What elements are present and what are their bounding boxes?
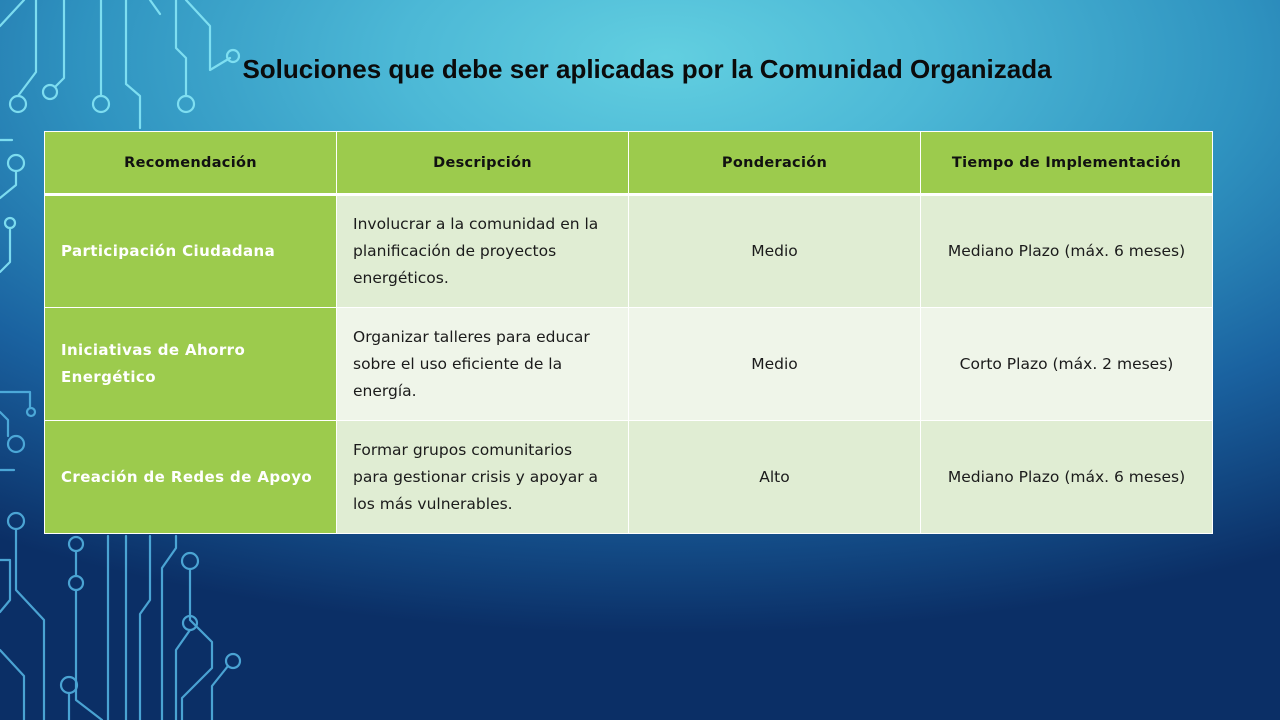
slide-title: Soluciones que debe ser aplicadas por la Comunidad Organizada [242, 54, 1052, 84]
header-ponderacion: Ponderación [629, 132, 921, 195]
header-descripcion: Descripción [337, 132, 629, 195]
tiempo-cell: Mediano Plazo (máx. 6 meses) [921, 421, 1213, 534]
table-header-row [45, 132, 1213, 195]
descripcion-cell: Organizar talleres para educar sobre el uso eficiente de la energía. [337, 308, 629, 421]
recomendacion-cell: Iniciativas de Ahorro Energético [45, 308, 337, 421]
recomendacion-cell: Participación Ciudadana [45, 195, 337, 308]
header-recomendacion: Recomendación [45, 132, 337, 195]
ponderacion-cell: Medio [629, 195, 921, 308]
table-row [45, 421, 1213, 534]
table-row [45, 195, 1213, 308]
tiempo-cell: Mediano Plazo (máx. 6 meses) [921, 195, 1213, 308]
ponderacion-cell: Alto [629, 421, 921, 534]
ponderacion-cell: Medio [629, 308, 921, 421]
table-row [45, 308, 1213, 421]
header-tiempo: Tiempo de Implementación [921, 132, 1213, 195]
tiempo-cell: Corto Plazo (máx. 2 meses) [921, 308, 1213, 421]
solutions-table [44, 131, 1213, 534]
descripcion-cell: Formar grupos comunitarios para gestionar crisis y apoyar a los más vulnerables. [337, 421, 629, 534]
recomendacion-cell: Creación de Redes de Apoyo [45, 421, 337, 534]
descripcion-cell: Involucrar a la comunidad en la planificación de proyectos energéticos. [337, 195, 629, 308]
